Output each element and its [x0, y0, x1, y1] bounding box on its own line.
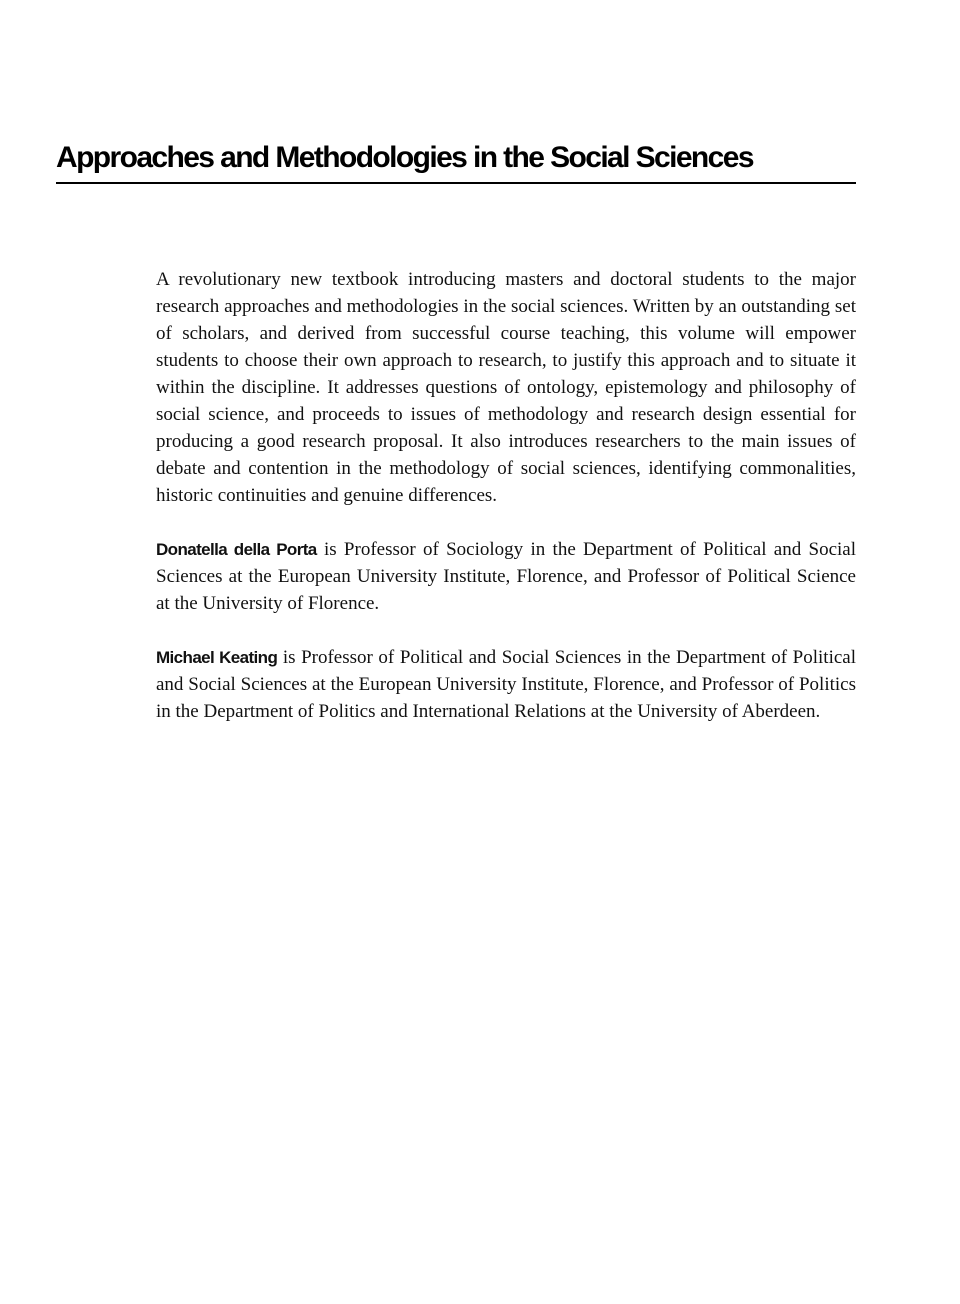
- author-name: Donatella della Porta: [156, 540, 317, 559]
- page-title: Approaches and Methodologies in the Social Sciences: [56, 141, 753, 174]
- book-description: A revolutionary new textbook introducing masters and doctoral students to the major research approaches and methodologies in the social sciences. Written by an outstanding set of scholars, and derived from successful course teaching, this volume will empower students to choose their own approach to research, to justify this approach and to situate it within the discipline. It addresses questions of ontology, epistemology and philosophy of social science, and proceeds to issues of methodology and research design essential for producing a good research proposal. It also introduces researchers to the main issues of debate and contention in the methodology of social sciences, identifying commonalities, historic continuities and genuine differences.: [156, 269, 856, 506]
- author-bio: [156, 644, 856, 725]
- book-description-section: [156, 266, 856, 752]
- author-bio-text: is Professor of Sociology in the Department of Political and Social Sciences at the European University Institute, Florence, and Professor of Political Science at the University of Florence.: [156, 539, 856, 614]
- author-name: Michael Keating: [156, 648, 278, 667]
- author-bio-text: is Professor of Political and Social Sciences in the Department of Political and Social Sciences at the European University Institute, Florence, and Professor of Politics in the Department of Politics and International Relations at the University of Aberdeen.: [156, 647, 856, 722]
- title-underline: [56, 182, 856, 184]
- author-bio: [156, 536, 856, 617]
